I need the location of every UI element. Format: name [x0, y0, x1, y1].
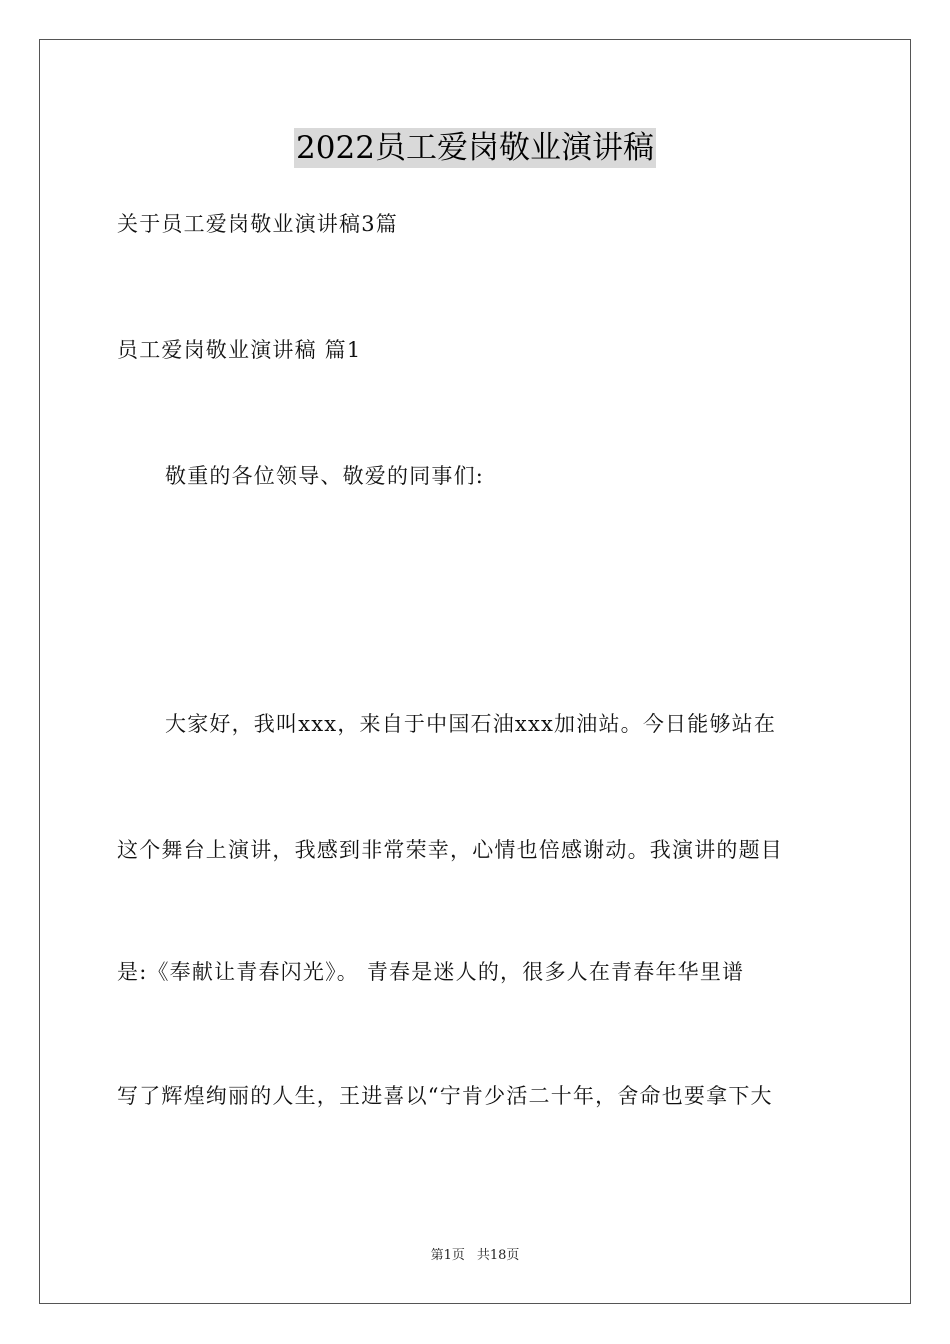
body-line-1: 大家好，我叫xxx，来自于中国石油xxx加油站。今日能够站在: [165, 712, 777, 736]
body-line-3: 是:《奉献让青春闪光》。 青春是迷人的，很多人在青春年华里谱: [117, 960, 745, 984]
body-line-4: 写了辉煌绚丽的人生，王进喜以“宁肯少活二十年，舍命也要拿下大: [117, 1084, 773, 1108]
body-line-2: 这个舞台上演讲，我感到非常荣幸，心情也倍感谢动。我演讲的题目: [117, 838, 783, 862]
section-heading: 员工爱岗敬业演讲稿 篇1: [117, 338, 362, 362]
subtitle: 关于员工爱岗敬业演讲稿3篇: [117, 212, 398, 236]
page-footer: [0, 1247, 950, 1265]
title-container: [0, 128, 950, 168]
page-total: 共18页: [476, 1248, 520, 1263]
salutation: 敬重的各位领导、敬爱的同事们:: [165, 464, 485, 488]
document-title: 2022员工爱岗敬业演讲稿: [296, 130, 654, 166]
page-number: 第1页: [430, 1248, 465, 1263]
